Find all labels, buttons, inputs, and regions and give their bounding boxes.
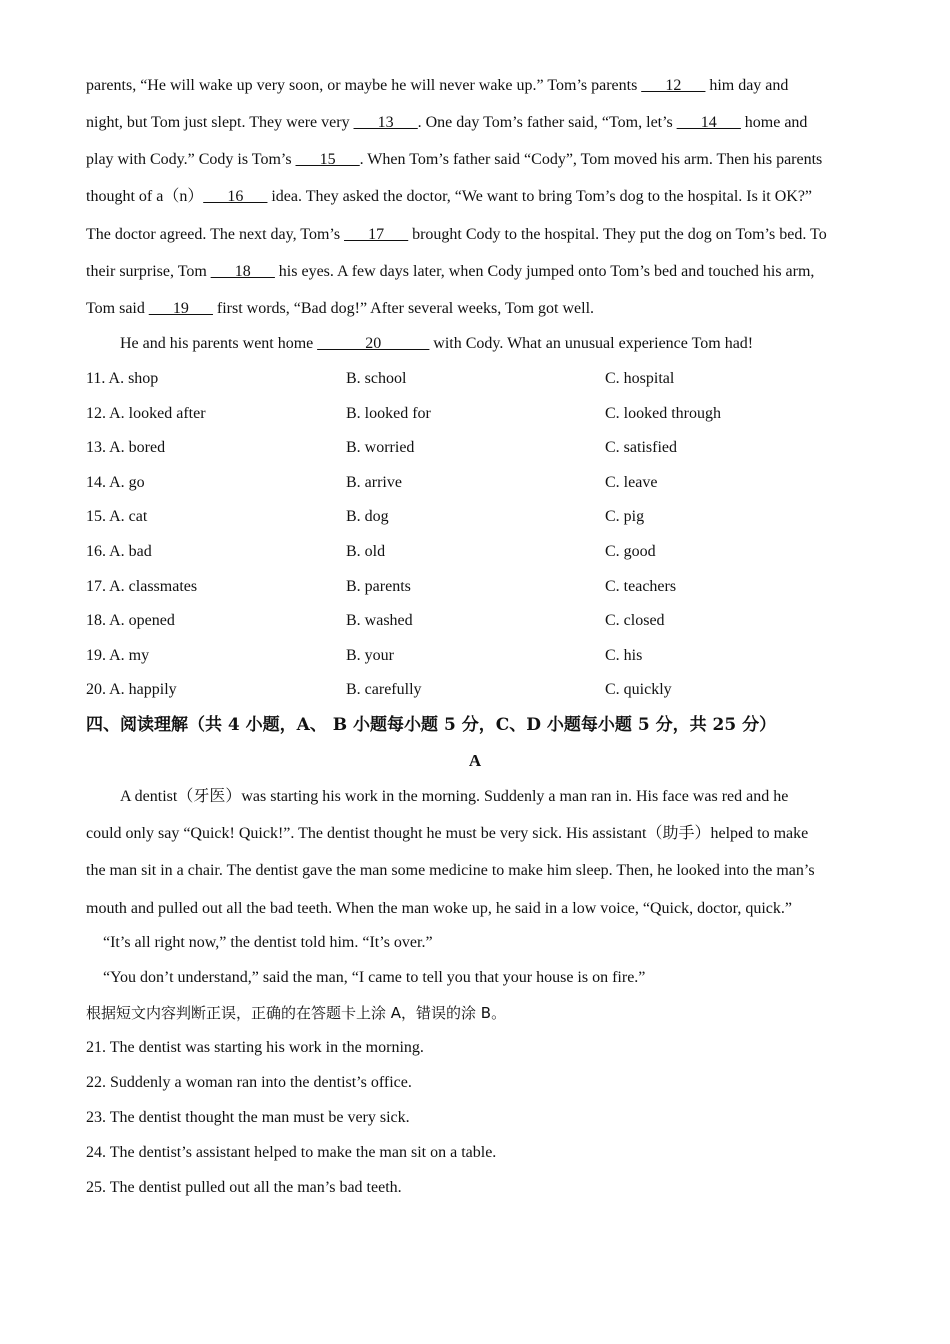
option-b: B. school — [346, 370, 407, 387]
option-row — [86, 611, 876, 631]
option-a: 16. A. bad — [86, 543, 152, 560]
blank-14: ___14___ — [676, 114, 741, 131]
option-row — [86, 404, 876, 424]
blank-13: ___13___ — [353, 114, 418, 131]
option-row — [86, 473, 876, 493]
option-b: B. washed — [346, 612, 413, 629]
blank-19: ___19___ — [148, 300, 213, 317]
blank-18: ___18___ — [210, 263, 275, 280]
cloze-line: thought of a（n）___16___ idea. They asked the doctor, “We want to bring Tom’s dog to the hospital. Is it OK?” — [86, 188, 813, 205]
option-a: 12. A. looked after — [86, 405, 206, 422]
option-c: C. leave — [605, 474, 658, 491]
option-b: B. arrive — [346, 474, 402, 491]
question-item: 25. The dentist pulled out all the man’s bad teeth. — [86, 1179, 402, 1196]
option-row — [86, 542, 876, 562]
section-title: 四、阅读理解（共 4 小题，A、 B 小题每小题 5 分，C、D 小题每小题 5 分，共 25 分） — [86, 715, 777, 735]
blank-16: ___16___ — [203, 188, 268, 205]
cloze-line: The doctor agreed. The next day, Tom’s ___17___ brought Cody to the hospital. They put the dog on Tom’s bed. To — [86, 226, 827, 243]
instruction-text: 根据短文内容判断正误，正确的在答题卡上涂 A，错误的涂 B。 — [86, 1004, 507, 1022]
passage-heading: A — [468, 751, 482, 770]
option-a: 15. A. cat — [86, 508, 148, 525]
option-b: B. dog — [346, 508, 389, 525]
option-c: C. satisfied — [605, 439, 677, 456]
passage-line: mouth and pulled out all the bad teeth. When the man woke up, he said in a low voice, “Quick, doctor, quick.” — [86, 900, 792, 917]
option-c: C. quickly — [605, 681, 672, 698]
option-a: 19. A. my — [86, 647, 150, 664]
passage-line: “It’s all right now,” the dentist told him. “It’s over.” — [103, 934, 433, 951]
question-item: 21. The dentist was starting his work in the morning. — [86, 1039, 424, 1056]
option-a: 11. A. shop — [86, 370, 159, 387]
blank-20: ______20______ — [317, 335, 430, 352]
option-a: 20. A. happily — [86, 681, 177, 698]
passage-line: “You don’t understand,” said the man, “I came to tell you that your house is on fire.” — [103, 969, 646, 986]
option-c: C. closed — [605, 612, 665, 629]
option-b: B. worried — [346, 439, 415, 456]
option-c: C. good — [605, 543, 656, 560]
option-a: 13. A. bored — [86, 439, 166, 456]
option-b: B. parents — [346, 578, 411, 595]
passage-line: the man sit in a chair. The dentist gave the man some medicine to make him sleep. Then, he looked into the man’s — [86, 862, 815, 879]
cloze-line: He and his parents went home ______20______ with Cody. What an unusual experience Tom had! — [120, 335, 754, 352]
blank-17: ___17___ — [344, 226, 409, 243]
passage-line: A dentist（牙医）was starting his work in the morning. Suddenly a man ran in. His face was red and he — [120, 788, 789, 805]
option-row — [86, 646, 876, 666]
blank-15: ___15___ — [295, 151, 360, 168]
option-b: B. your — [346, 647, 394, 664]
option-b: B. old — [346, 543, 386, 560]
option-row — [86, 369, 876, 389]
option-b: B. looked for — [346, 405, 431, 422]
option-row — [86, 577, 876, 597]
cloze-line: parents, “He will wake up very soon, or maybe he will never wake up.” Tom’s parents ___12___ him day and — [86, 77, 789, 94]
option-b: B. carefully — [346, 681, 422, 698]
option-c: C. his — [605, 647, 643, 664]
option-c: C. hospital — [605, 370, 675, 387]
option-a: 18. A. opened — [86, 612, 175, 629]
blank-12: ___12___ — [641, 77, 706, 94]
option-c: C. pig — [605, 508, 645, 525]
question-item: 24. The dentist’s assistant helped to make the man sit on a table. — [86, 1144, 497, 1161]
option-row — [86, 507, 876, 527]
passage-line: could only say “Quick! Quick!”. The dentist thought he must be very sick. His assistant（助手）helped to make — [86, 825, 809, 842]
option-row — [86, 438, 876, 458]
question-item: 23. The dentist thought the man must be very sick. — [86, 1109, 410, 1126]
option-c: C. looked through — [605, 405, 721, 422]
option-a: 14. A. go — [86, 474, 145, 491]
cloze-line: night, but Tom just slept. They were very ___13___. One day Tom’s father said, “Tom, let’s ___14___ home and — [86, 114, 808, 131]
option-a: 17. A. classmates — [86, 578, 198, 595]
option-c: C. teachers — [605, 578, 677, 595]
cloze-line: play with Cody.” Cody is Tom’s ___15___. When Tom’s father said “Cody”, Tom moved his arm. Then his parents — [86, 151, 823, 168]
cloze-line: their surprise, Tom ___18___ his eyes. A few days later, when Cody jumped onto Tom’s bed and touched his arm, — [86, 263, 815, 280]
question-item: 22. Suddenly a woman ran into the dentist’s office. — [86, 1074, 412, 1091]
option-row — [86, 680, 876, 700]
cloze-line: Tom said ___19___ first words, “Bad dog!” After several weeks, Tom got well. — [86, 300, 595, 317]
